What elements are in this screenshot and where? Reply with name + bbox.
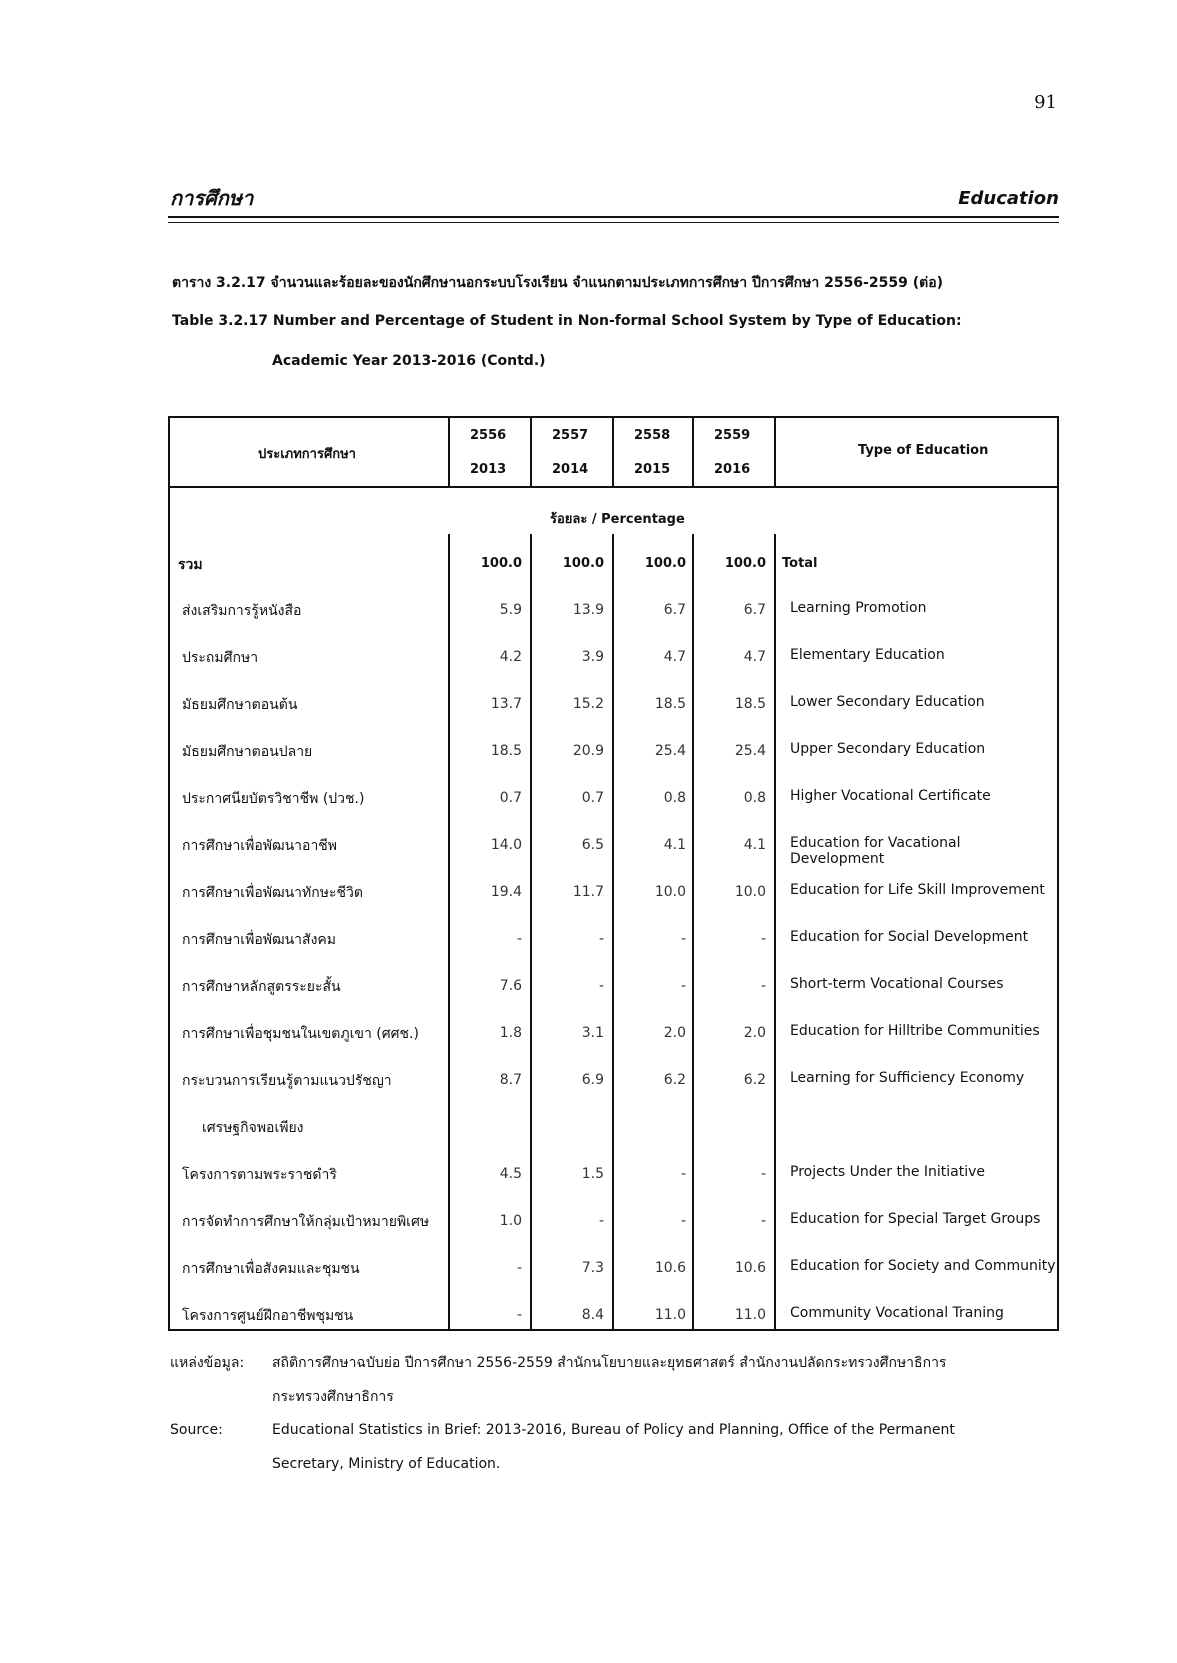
table-caption-thai: ตาราง 3.2.17 จำนวนและร้อยละของนักศึกษานอกระบบโรงเรียน จำแนกตามประเภทการศึกษา ปีการศึกษา 2556-2559 (ต่อ) [172, 275, 943, 291]
row-value: - [760, 1166, 766, 1182]
header-divider [448, 418, 450, 486]
row-value: 6.2 [663, 1072, 686, 1088]
source-text-english-line2: Secretary, Ministry of Education. [272, 1456, 501, 1472]
row-value: 18.5 [490, 743, 522, 759]
header-divider [692, 418, 694, 486]
row-label-thai: การศึกษาเพื่อพัฒนาสังคม [182, 932, 337, 948]
row-value: 2.0 [663, 1025, 686, 1041]
year-be-2558: 2558 [634, 428, 671, 443]
row-label-english: Education for Special Target Groups [790, 1211, 1041, 1227]
row-value: 2.0 [743, 1025, 766, 1041]
row-value: - [760, 1213, 766, 1229]
row-label-english: Higher Vocational Certificate [790, 788, 991, 804]
row-label-english: Lower Secondary Education [790, 694, 985, 710]
row-label-thai: การศึกษาเพื่อชุมชนในเขตภูเขา (ศศช.) [182, 1026, 419, 1042]
row-value: - [680, 931, 686, 947]
row-label-english: Education for Society and Community [790, 1258, 1056, 1274]
row-label-thai: การจัดทำการศึกษาให้กลุ่มเป้าหมายพิเศษ [182, 1214, 430, 1230]
row-label-english: Projects Under the Initiative [790, 1164, 986, 1180]
row-label-english: Elementary Education [790, 647, 945, 663]
row-label-english: Short-term Vocational Courses [790, 976, 1004, 992]
year-ce-2013: 2013 [470, 462, 507, 477]
row-value: - [516, 1307, 522, 1323]
row-label-thai: เศรษฐกิจพอเพียง [202, 1120, 304, 1136]
row-value: 10.6 [734, 1260, 766, 1276]
row-value: 18.5 [654, 696, 686, 712]
row-value: 7.6 [499, 978, 522, 994]
page-number: 91 [1034, 92, 1057, 113]
row-value: 4.7 [663, 649, 686, 665]
row-label-thai: การศึกษาเพื่อพัฒนาอาชีพ [182, 838, 338, 854]
row-label-thai: โครงการตามพระราชดำริ [182, 1167, 337, 1183]
row-label-thai: มัธยมศึกษาตอนปลาย [182, 744, 313, 760]
row-value: 13.9 [572, 602, 604, 618]
source-label-thai: แหล่งข้อมูล: [170, 1355, 245, 1371]
row-value: 4.5 [499, 1166, 522, 1182]
unit-label: ร้อยละ / Percentage [550, 512, 685, 527]
row-label-thai: มัธยมศึกษาตอนต้น [182, 697, 298, 713]
row-value: 20.9 [572, 743, 604, 759]
row-value: 0.8 [663, 790, 686, 806]
row-value: 11.0 [654, 1307, 686, 1323]
row-value: - [598, 978, 604, 994]
total-value: 100.0 [724, 556, 766, 571]
row-value: 18.5 [734, 696, 766, 712]
total-value: 100.0 [644, 556, 686, 571]
column-header-thai: ประเภทการศึกษา [258, 447, 356, 462]
table-caption-english-line2: Academic Year 2013-2016 (Contd.) [272, 353, 546, 369]
row-value: 1.5 [581, 1166, 604, 1182]
row-label-thai: การศึกษาเพื่อสังคมและชุมชน [182, 1261, 360, 1277]
source-label-english: Source: [170, 1422, 223, 1438]
table-caption-english: Table 3.2.17 Number and Percentage of Student in Non-formal School System by Type of Education: [172, 313, 962, 329]
row-value: 6.7 [663, 602, 686, 618]
row-label-thai: ประกาศนียบัตรวิชาชีพ (ปวช.) [182, 791, 365, 807]
row-value: 25.4 [654, 743, 686, 759]
year-be-2559: 2559 [714, 428, 751, 443]
row-value: - [760, 931, 766, 947]
year-be-2556: 2556 [470, 428, 507, 443]
row-value: 11.7 [572, 884, 604, 900]
header-divider [774, 418, 776, 486]
row-value: - [760, 978, 766, 994]
row-value: 15.2 [572, 696, 604, 712]
row-value: 4.1 [743, 837, 766, 853]
row-label-english: Learning for Sufficiency Economy [790, 1070, 1025, 1086]
row-value: - [516, 1260, 522, 1276]
header-rule [170, 486, 1057, 488]
source-text-english: Educational Statistics in Brief: 2013-2016, Bureau of Policy and Planning, Office of the Permanent [272, 1422, 955, 1438]
row-value: 0.8 [743, 790, 766, 806]
row-label-thai: ส่งเสริมการรู้หนังสือ [182, 603, 302, 619]
row-label-thai: ประถมศึกษา [182, 650, 259, 666]
row-value: - [598, 1213, 604, 1229]
row-label-thai: การศึกษาเพื่อพัฒนาทักษะชีวิต [182, 885, 363, 901]
total-value: 100.0 [562, 556, 604, 571]
row-value: - [680, 1213, 686, 1229]
row-value: 1.0 [499, 1213, 522, 1229]
header-divider [612, 418, 614, 486]
total-label-english: Total [782, 556, 818, 571]
row-value: 6.2 [743, 1072, 766, 1088]
row-value: 11.0 [734, 1307, 766, 1323]
row-value: 0.7 [581, 790, 604, 806]
header-rule-thick [168, 216, 1059, 218]
row-label-english: Upper Secondary Education [790, 741, 986, 757]
row-label-english: Education for Social Development [790, 929, 1029, 945]
year-ce-2015: 2015 [634, 462, 671, 477]
row-value: 19.4 [490, 884, 522, 900]
row-value: 8.7 [499, 1072, 522, 1088]
source-text-thai-line2: กระทรวงศึกษาธิการ [272, 1389, 394, 1405]
row-label-english: Learning Promotion [790, 600, 927, 616]
header-rule-thin [168, 222, 1059, 223]
row-value: 4.1 [663, 837, 686, 853]
row-value: 14.0 [490, 837, 522, 853]
row-value: 13.7 [490, 696, 522, 712]
row-label-thai: กระบวนการเรียนรู้ตามแนวปรัชญา [182, 1073, 392, 1089]
row-value: 7.3 [581, 1260, 604, 1276]
row-value: - [516, 931, 522, 947]
row-value: - [680, 1166, 686, 1182]
row-value: 3.1 [581, 1025, 604, 1041]
row-label-thai: โครงการศูนย์ฝึกอาชีพชุมชน [182, 1308, 354, 1324]
row-label-thai: การศึกษาหลักสูตรระยะสั้น [182, 979, 341, 995]
header-divider [530, 418, 532, 486]
total-value: 100.0 [480, 556, 522, 571]
row-value: 4.2 [499, 649, 522, 665]
body-divider [774, 534, 776, 1331]
source-text-thai: สถิติการศึกษาฉบับย่อ ปีการศึกษา 2556-2559 สำนักนโยบายและยุทธศาสตร์ สำนักงานปลัดกระทรวงศึกษาธิการ [272, 1355, 947, 1371]
section-title-thai: การศึกษา [170, 186, 254, 210]
row-value: 5.9 [499, 602, 522, 618]
year-ce-2014: 2014 [552, 462, 589, 477]
row-label-english: Education for Vacational Development [790, 835, 961, 867]
row-value: 4.7 [743, 649, 766, 665]
row-value: 3.9 [581, 649, 604, 665]
section-title-english: Education [958, 188, 1059, 209]
row-label-english: Education for Life Skill Improvement [790, 882, 1045, 898]
year-be-2557: 2557 [552, 428, 589, 443]
row-value: 1.8 [499, 1025, 522, 1041]
column-header-english: Type of Education [858, 443, 989, 458]
row-value: 10.0 [654, 884, 686, 900]
row-value: 8.4 [581, 1307, 604, 1323]
row-value: 10.6 [654, 1260, 686, 1276]
row-value: - [680, 978, 686, 994]
row-value: 0.7 [499, 790, 522, 806]
row-label-english: Education for Hilltribe Communities [790, 1023, 1040, 1039]
row-value: - [598, 931, 604, 947]
row-label-english: Community Vocational Traning [790, 1305, 1004, 1321]
year-ce-2016: 2016 [714, 462, 751, 477]
row-value: 6.9 [581, 1072, 604, 1088]
row-value: 6.7 [743, 602, 766, 618]
row-value: 6.5 [581, 837, 604, 853]
data-table [168, 416, 1059, 1331]
row-value: 25.4 [734, 743, 766, 759]
row-value: 10.0 [734, 884, 766, 900]
total-label-thai: รวม [178, 557, 203, 573]
